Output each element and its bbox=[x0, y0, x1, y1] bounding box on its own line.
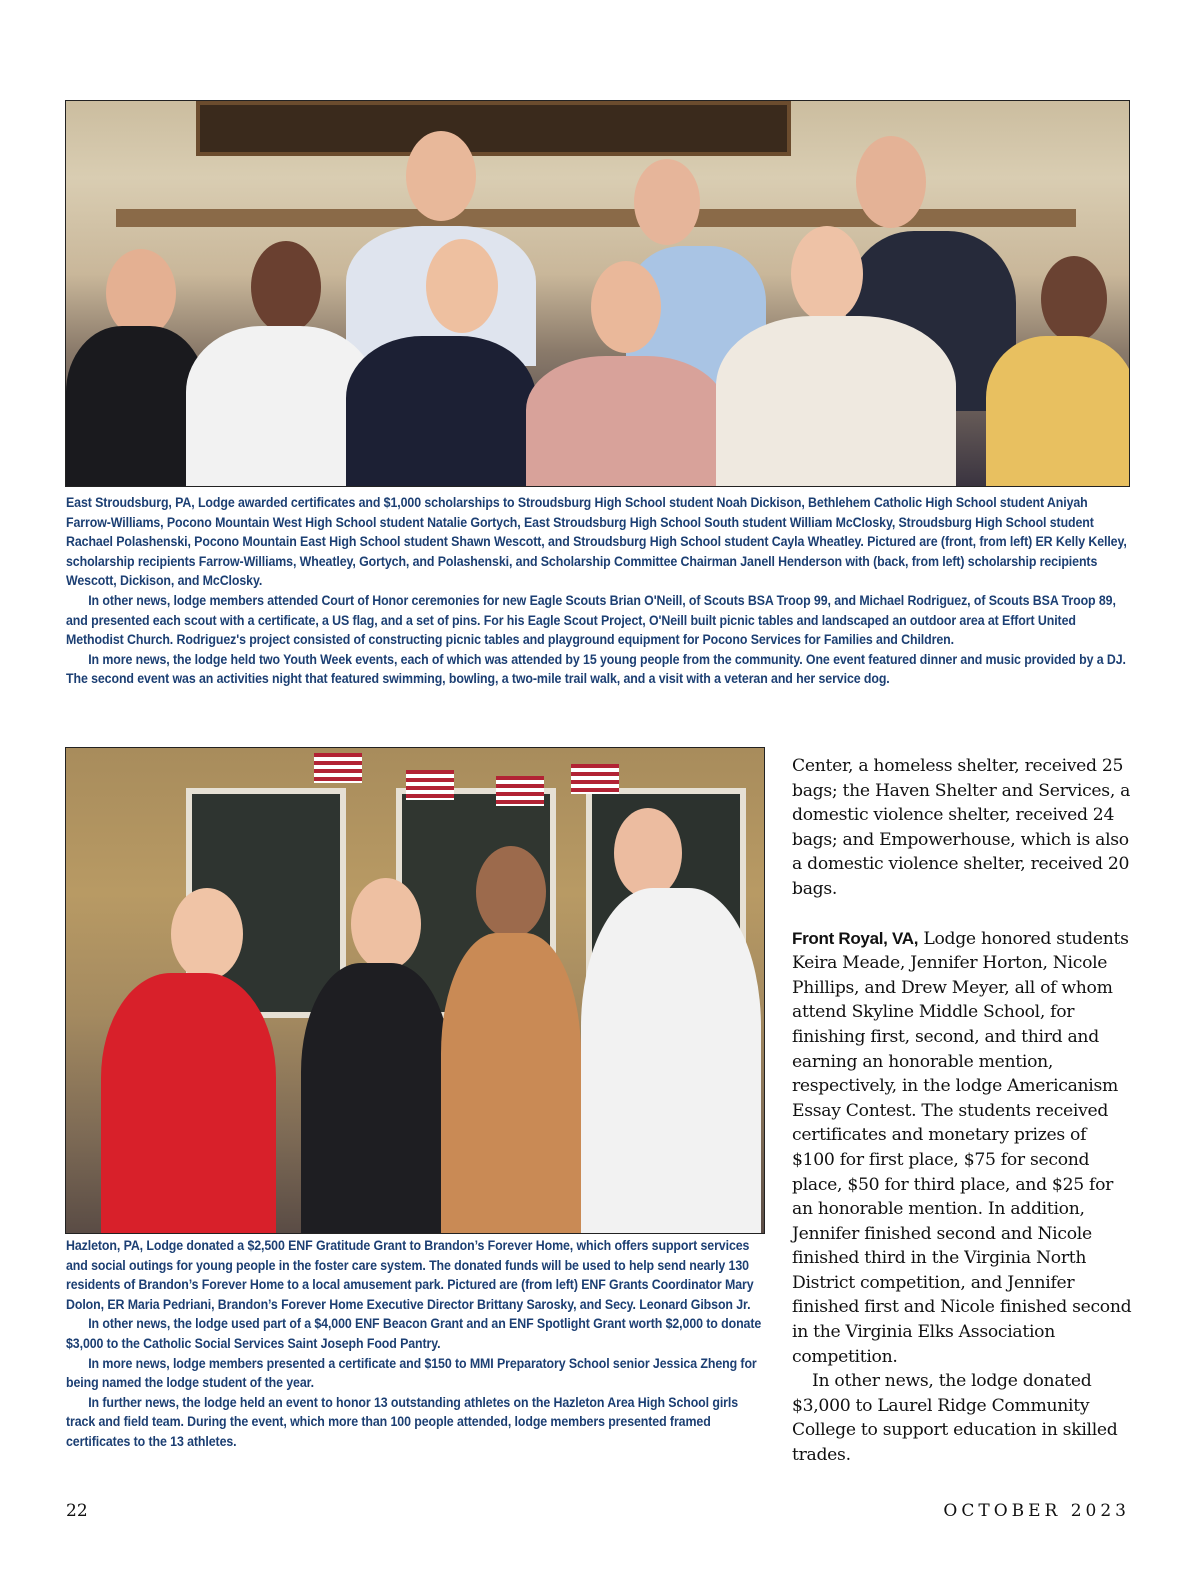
flag-icon bbox=[314, 753, 362, 783]
group-photo-east-stroudsburg bbox=[65, 100, 1130, 487]
person-head bbox=[614, 808, 682, 898]
article-lead: Front Royal, VA, bbox=[792, 928, 919, 948]
caption-paragraph: In other news, lodge members attended Court of Honor ceremonies for new Eagle Scouts Brian O'Neill, of Scouts BSA Troop 99, and Michael Rodriguez, of Scouts BSA Troop 89, and presented each scout with a certificate, a US flag, and a set of pins. For his Eagle Scout Project, O'Neill built picnic tables and landscaped an outdoor area at Effort United Methodist Church. Rodriguez's project consisted of constructing picnic tables and playground equipment for Pocono Services for Families and Children. bbox=[66, 592, 1116, 648]
caption-hazleton bbox=[66, 1236, 767, 1452]
person-body bbox=[526, 356, 726, 487]
person-head bbox=[406, 131, 476, 221]
article-paragraph: Lodge honored students Keira Meade, Jennifer Horton, Nicole Phillips, and Drew Meyer, all of whom attend Skyline Middle School, for finishing first, second, and third and earning an honorable mention, respectively, in the lodge Americanism Essay Contest. The students received certificates and monetary prizes of $100 for first place, $75 for second place, $50 for third place, and $25 for an honorable mention. In addition, Jennifer finished second and Nicole finished third in the Virginia North District competition, and Jennifer finished first and Nicole finished second in the Virginia Elks Association competition. bbox=[792, 928, 1132, 1367]
caption-paragraph: Lodge awarded certificates and $1,000 scholarships to Stroudsburg High School student Noah Dickison, Bethlehem Catholic High School student Aniyah Farrow-Williams, Pocono Mountain West High School student Natalie Gortych, East Stroudsburg High School South student William McClosky, Stroudsburg High School student Rachael Polashenski, Pocono Mountain East High School student Shawn Wescott, and Stroudsburg High School student Cayla Wheatley. Pictured are (front, from left) ER Kelly Kelley, scholarship recipients Farrow-Williams, Wheatley, Gortych, and Polashenski, and Scholarship Committee Chairman Janell Henderson with (back, from left) scholarship recipients Wescott, Dickison, and McClosky. bbox=[66, 495, 1127, 589]
caption-lead: East Stroudsburg, PA, bbox=[66, 495, 195, 510]
person-body bbox=[716, 316, 956, 487]
caption-paragraph: In more news, lodge members presented a certificate and $150 to MMI Preparatory School senior Jessica Zheng for being named the lodge student of the year. bbox=[66, 1355, 757, 1391]
caption-east-stroudsburg bbox=[66, 493, 1130, 689]
person-head bbox=[634, 159, 700, 245]
article-column bbox=[792, 754, 1132, 1468]
person-head bbox=[1041, 256, 1107, 342]
page-number: 22 bbox=[66, 1501, 88, 1521]
flag-icon bbox=[406, 770, 454, 800]
person-head bbox=[171, 888, 243, 980]
flag-icon bbox=[496, 776, 544, 806]
person-body bbox=[441, 933, 581, 1234]
person-body bbox=[301, 963, 451, 1234]
caption-paragraph: Lodge donated a $2,500 ENF Gratitude Grant to Brandon’s Forever Home, which offers support services and social outings for young people in the foster care system. The donated funds will be used to help send nearly 130 residents of Brandon’s Forever Home to a local amusement park. Pictured are (from left) ENF Grants Coordinator Mary Dolon, ER Maria Pedriani, Brandon’s Forever Home Executive Director Brittany Sarosky, and Secy. Leonard Gibson Jr. bbox=[66, 1238, 754, 1312]
person-head bbox=[476, 846, 546, 938]
person-head bbox=[351, 878, 421, 970]
caption-lead: Hazleton, PA, bbox=[66, 1238, 144, 1253]
article-paragraph: Center, a homeless shelter, received 25 bags; the Haven Shelter and Services, a domestic violence shelter, received 24 bags; and Empowerhouse, which is also a domestic violence shelter, received 20 bags. bbox=[792, 756, 1131, 899]
person-head bbox=[791, 226, 863, 322]
group-photo-hazleton bbox=[65, 747, 765, 1234]
caption-paragraph: In more news, the lodge held two Youth Week events, each of which was attended by 15 young people from the community. One event featured dinner and music provided by a DJ. The second event was an activities night that featured swimming, bowling, a two-mile trail walk, and a visit with a veteran and her service dog. bbox=[66, 651, 1126, 687]
painting-frame bbox=[196, 101, 791, 156]
caption-paragraph: In further news, the lodge held an event to honor 13 outstanding athletes on the Hazleton Area High School girls track and field team. During the event, which more than 100 people attended, lodge members presented framed certificates to the 13 athletes. bbox=[66, 1394, 739, 1449]
person-head bbox=[251, 241, 321, 333]
person-body bbox=[101, 973, 276, 1234]
person-head bbox=[591, 261, 661, 353]
person-head bbox=[856, 136, 926, 228]
person-body bbox=[581, 888, 761, 1234]
article-paragraph: In other news, the lodge donated $3,000 to Laurel Ridge Community College to support education in skilled trades. bbox=[792, 1371, 1118, 1466]
mantel bbox=[116, 209, 1076, 227]
caption-paragraph: In other news, the lodge used part of a $4,000 ENF Beacon Grant and an ENF Spotlight Grant worth $2,000 to donate $3,000 to the Catholic Social Services Saint Joseph Food Pantry. bbox=[66, 1316, 762, 1351]
person-body bbox=[986, 336, 1130, 487]
flag-icon bbox=[571, 764, 619, 794]
issue-date: OCTOBER 2023 bbox=[943, 1501, 1130, 1521]
person-body bbox=[66, 326, 206, 487]
person-head bbox=[106, 249, 176, 337]
person-head bbox=[426, 239, 498, 333]
person-body bbox=[346, 336, 536, 487]
